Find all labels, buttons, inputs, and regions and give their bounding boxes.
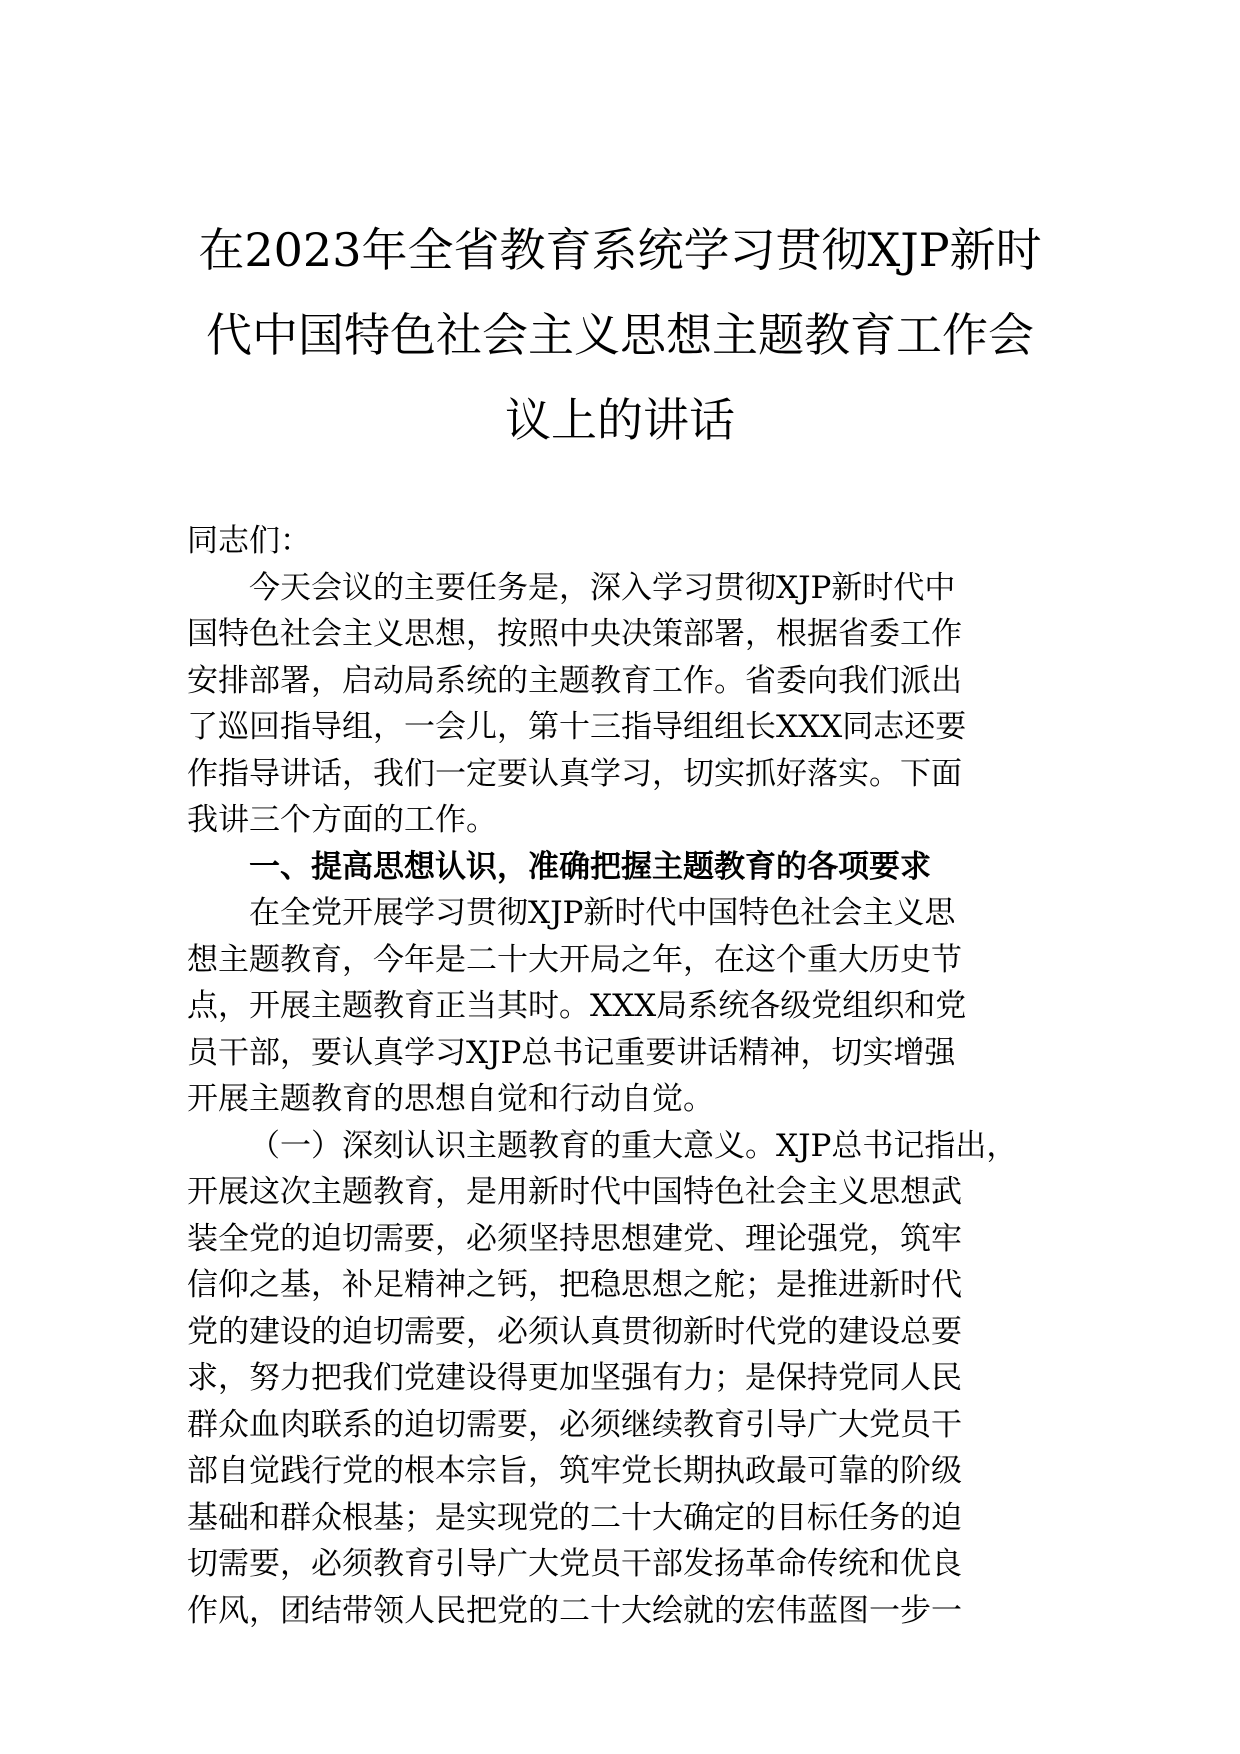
body-line: 国特色社会主义思想，按照中央决策部署，根据省委工作 bbox=[187, 616, 962, 652]
title-line-1: 在2023年全省教育系统学习贯彻XJP新时 bbox=[198, 223, 1042, 277]
body-line: 员干部，要认真学习XJP总书记重要讲话精神，切实增强 bbox=[187, 1034, 956, 1071]
body-line: 开展主题教育的思想自觉和行动自觉。 bbox=[187, 1081, 714, 1117]
title-line-2: 代中国特色社会主义思想主题教育工作会 bbox=[206, 308, 1034, 362]
section-heading: 一、提高思想认识，准确把握主题教育的各项要求 bbox=[249, 848, 931, 885]
body-line: 我讲三个方面的工作。 bbox=[187, 802, 497, 838]
body-line: 信仰之基，补足精神之钙，把稳思想之舵；是推进新时代 bbox=[187, 1267, 962, 1303]
body-line: 了巡回指导组，一会儿，第十三指导组组长XXX同志还要 bbox=[187, 709, 967, 745]
body-line: 今天会议的主要任务是，深入学习贯彻XJP新时代中 bbox=[249, 569, 956, 606]
document-body bbox=[187, 518, 1067, 1634]
body-line: 求，努力把我们党建设得更加坚强有力；是保持党同人民 bbox=[187, 1360, 962, 1396]
body-line: 点，开展主题教育正当其时。XXX局系统各级党组织和党 bbox=[187, 988, 967, 1024]
body-line: 开展这次主题教育，是用新时代中国特色社会主义思想武 bbox=[187, 1174, 962, 1210]
body-line: 装全党的迫切需要，必须坚持思想建党、理论强党，筑牢 bbox=[187, 1220, 962, 1257]
body-line: 作风，团结带领人民把党的二十大绘就的宏伟蓝图一步一 bbox=[187, 1592, 962, 1629]
body-line: 安排部署，启动局系统的主题教育工作。省委向我们派出 bbox=[187, 662, 962, 699]
body-line: （一）深刻认识主题教育的重大意义。XJP总书记指出， bbox=[249, 1127, 1018, 1164]
body-line: 群众血肉联系的迫切需要，必须继续教育引导广大党员干 bbox=[187, 1406, 962, 1443]
body-line: 党的建设的迫切需要，必须认真贯彻新时代党的建设总要 bbox=[187, 1313, 962, 1350]
body-line: 切需要，必须教育引导广大党员干部发扬革命传统和优良 bbox=[187, 1546, 962, 1582]
body-line: 同志们： bbox=[187, 523, 311, 559]
body-line: 基础和群众根基；是实现党的二十大确定的目标任务的迫 bbox=[187, 1499, 962, 1536]
body-line: 作指导讲话，我们一定要认真学习，切实抓好落实。下面 bbox=[187, 755, 962, 792]
document-title bbox=[160, 208, 1080, 463]
body-line: 想主题教育，今年是二十大开局之年，在这个重大历史节 bbox=[187, 941, 962, 978]
body-line: 部自觉践行党的根本宗旨，筑牢党长期执政最可靠的阶级 bbox=[187, 1453, 962, 1489]
title-line-3: 议上的讲话 bbox=[505, 393, 735, 447]
body-line: 在全党开展学习贯彻XJP新时代中国特色社会主义思 bbox=[249, 895, 956, 931]
